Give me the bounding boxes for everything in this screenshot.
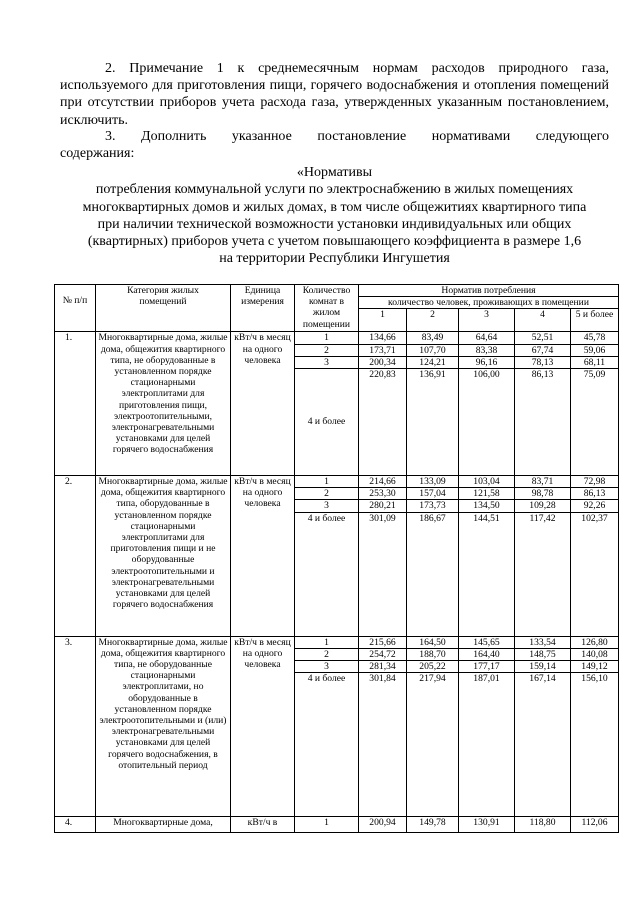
cell-value-1: 214,66 bbox=[359, 476, 407, 488]
cell-rooms: 2 bbox=[295, 488, 359, 500]
cell-value-3: 134,50 bbox=[459, 500, 515, 512]
table-row bbox=[55, 476, 619, 488]
row-number: 1. bbox=[55, 332, 96, 476]
cell-value-3: 145,65 bbox=[459, 636, 515, 648]
cell-value-5: 86,13 bbox=[571, 488, 619, 500]
cell-rooms: 1 bbox=[295, 636, 359, 648]
cell-value-4: 133,54 bbox=[515, 636, 571, 648]
header-norm: Норматив потребления bbox=[359, 285, 619, 297]
cell-value-2: 157,04 bbox=[407, 488, 459, 500]
table-row bbox=[55, 817, 619, 833]
cell-value-1: 281,34 bbox=[359, 661, 407, 673]
cell-value-2: 136,91 bbox=[407, 369, 459, 476]
row-category: Многоквартирные дома, жилые дома, общежития квартирного типа, оборудованные в установленном порядке стационарными электроплитами для приготовления пищи и не оборудованные электроотопительными и электронагревательными установками для целей горячего водоснабжения bbox=[96, 476, 231, 637]
cell-value-2: 173,73 bbox=[407, 500, 459, 512]
row-category: Многоквартирные дома, bbox=[96, 817, 231, 833]
cell-value-2: 107,70 bbox=[407, 344, 459, 356]
cell-value-5: 45,78 bbox=[571, 332, 619, 344]
cell-value-5: 92,26 bbox=[571, 500, 619, 512]
header-person-2: 2 bbox=[407, 309, 459, 332]
header-person-3: 3 bbox=[459, 309, 515, 332]
cell-rooms: 1 bbox=[295, 817, 359, 833]
cell-value-5: 156,10 bbox=[571, 673, 619, 817]
header-persons: количество человек, проживающих в помещении bbox=[359, 297, 619, 309]
row-category: Многоквартирные дома, жилые дома, общежития квартирного типа, не оборудованные в установленном порядке стационарными электроплитами для приготовления пищи, электроотопительными, электронагревательными установками для целей горячего водоснабжения bbox=[96, 332, 231, 476]
header-rooms: Количество комнат в жилом помещении bbox=[295, 285, 359, 332]
cell-value-2: 186,67 bbox=[407, 512, 459, 636]
cell-value-1: 253,30 bbox=[359, 488, 407, 500]
cell-value-1: 301,84 bbox=[359, 673, 407, 817]
header-unit: Единица измерения bbox=[231, 285, 295, 332]
cell-value-4: 86,13 bbox=[515, 369, 571, 476]
cell-value-4: 118,80 bbox=[515, 817, 571, 833]
cell-value-4: 67,74 bbox=[515, 344, 571, 356]
table-row bbox=[55, 636, 619, 648]
cell-value-4: 52,51 bbox=[515, 332, 571, 344]
cell-value-2: 149,78 bbox=[407, 817, 459, 833]
cell-value-1: 134,66 bbox=[359, 332, 407, 344]
cell-value-1: 254,72 bbox=[359, 648, 407, 660]
cell-value-2: 83,49 bbox=[407, 332, 459, 344]
cell-value-5: 126,80 bbox=[571, 636, 619, 648]
cell-value-3: 83,38 bbox=[459, 344, 515, 356]
row-unit: кВт/ч в месяц на одного человека bbox=[231, 332, 295, 476]
cell-value-3: 106,00 bbox=[459, 369, 515, 476]
cell-value-2: 188,70 bbox=[407, 648, 459, 660]
cell-value-5: 72,98 bbox=[571, 476, 619, 488]
cell-value-5: 68,11 bbox=[571, 356, 619, 368]
cell-value-1: 215,66 bbox=[359, 636, 407, 648]
cell-rooms: 4 и более bbox=[295, 673, 359, 817]
cell-value-3: 177,17 bbox=[459, 661, 515, 673]
paragraph-item-2: 2. Примечание 1 к среднемесячным нормам расходов природного газа, используемого для приготовления пищи, горячего водоснабжения и отопления помещений при отсутствии приборов учета расхода газа, утвержденных указанным постановлением, исключить. bbox=[60, 61, 609, 128]
row-category: Многоквартирные дома, жилые дома, общежития квартирного типа, не оборудованные стационарными электроплитами, но оборудованные в установленном порядке электроотопительными и (или) электронагревательными установками для целей горячего водоснабжения, в отопительный период bbox=[96, 636, 231, 817]
header-person-4: 4 bbox=[515, 309, 571, 332]
header-num: № п/п bbox=[55, 285, 96, 332]
cell-rooms: 2 bbox=[295, 344, 359, 356]
cell-value-4: 148,75 bbox=[515, 648, 571, 660]
cell-value-5: 102,37 bbox=[571, 512, 619, 636]
cell-value-4: 117,42 bbox=[515, 512, 571, 636]
cell-value-3: 164,40 bbox=[459, 648, 515, 660]
cell-value-5: 75,09 bbox=[571, 369, 619, 476]
cell-value-4: 109,28 bbox=[515, 500, 571, 512]
cell-value-2: 217,94 bbox=[407, 673, 459, 817]
cell-value-1: 280,21 bbox=[359, 500, 407, 512]
cell-value-1: 220,83 bbox=[359, 369, 407, 476]
cell-value-4: 78,13 bbox=[515, 356, 571, 368]
cell-rooms: 3 bbox=[295, 661, 359, 673]
cell-rooms: 3 bbox=[295, 500, 359, 512]
cell-rooms: 4 и более bbox=[295, 369, 359, 476]
cell-value-5: 149,12 bbox=[571, 661, 619, 673]
row-number: 3. bbox=[55, 636, 96, 817]
cell-value-3: 130,91 bbox=[459, 817, 515, 833]
header-person-1: 1 bbox=[359, 309, 407, 332]
norm-heading: «Нормативы потребления коммунальной услуги по электроснабжению в жилых помещениях многоквартирных домов и жилых домах, в том числе общежитиях квартирного типа при наличии технической возможности установки индивидуальных или общих (квартирных) приборов учета с учетом повышающего коэффициента в размере 1,6 на территории Республики Ингушетия bbox=[82, 165, 587, 267]
cell-rooms: 1 bbox=[295, 476, 359, 488]
cell-value-3: 64,64 bbox=[459, 332, 515, 344]
cell-value-2: 124,21 bbox=[407, 356, 459, 368]
cell-value-4: 98,78 bbox=[515, 488, 571, 500]
cell-value-2: 164,50 bbox=[407, 636, 459, 648]
paragraph-item-3-cont: содержания: bbox=[60, 146, 135, 161]
cell-rooms: 1 bbox=[295, 332, 359, 344]
cell-value-5: 59,06 bbox=[571, 344, 619, 356]
cell-rooms: 3 bbox=[295, 356, 359, 368]
cell-value-1: 301,09 bbox=[359, 512, 407, 636]
row-number: 2. bbox=[55, 476, 96, 637]
cell-value-4: 83,71 bbox=[515, 476, 571, 488]
cell-value-4: 159,14 bbox=[515, 661, 571, 673]
norm-table bbox=[54, 284, 619, 833]
row-number: 4. bbox=[55, 817, 96, 833]
row-unit: кВт/ч в месяц на одного человека bbox=[231, 636, 295, 817]
header-person-5: 5 и более bbox=[571, 309, 619, 332]
cell-value-1: 200,34 bbox=[359, 356, 407, 368]
cell-rooms: 2 bbox=[295, 648, 359, 660]
paragraph-item-3: 3. Дополнить указанное постановление нормативами следующего bbox=[105, 129, 609, 144]
row-unit: кВт/ч в месяц на одного человека bbox=[231, 476, 295, 637]
cell-value-3: 96,16 bbox=[459, 356, 515, 368]
cell-value-1: 173,71 bbox=[359, 344, 407, 356]
cell-rooms: 4 и более bbox=[295, 512, 359, 636]
cell-value-5: 112,06 bbox=[571, 817, 619, 833]
cell-value-3: 121,58 bbox=[459, 488, 515, 500]
cell-value-1: 200,94 bbox=[359, 817, 407, 833]
header-category: Категория жилых помещений bbox=[96, 285, 231, 332]
row-unit: кВт/ч в bbox=[231, 817, 295, 833]
cell-value-3: 144,51 bbox=[459, 512, 515, 636]
cell-value-3: 187,01 bbox=[459, 673, 515, 817]
cell-value-5: 140,08 bbox=[571, 648, 619, 660]
cell-value-4: 167,14 bbox=[515, 673, 571, 817]
cell-value-3: 103,04 bbox=[459, 476, 515, 488]
table-row bbox=[55, 332, 619, 344]
cell-value-2: 205,22 bbox=[407, 661, 459, 673]
cell-value-2: 133,09 bbox=[407, 476, 459, 488]
